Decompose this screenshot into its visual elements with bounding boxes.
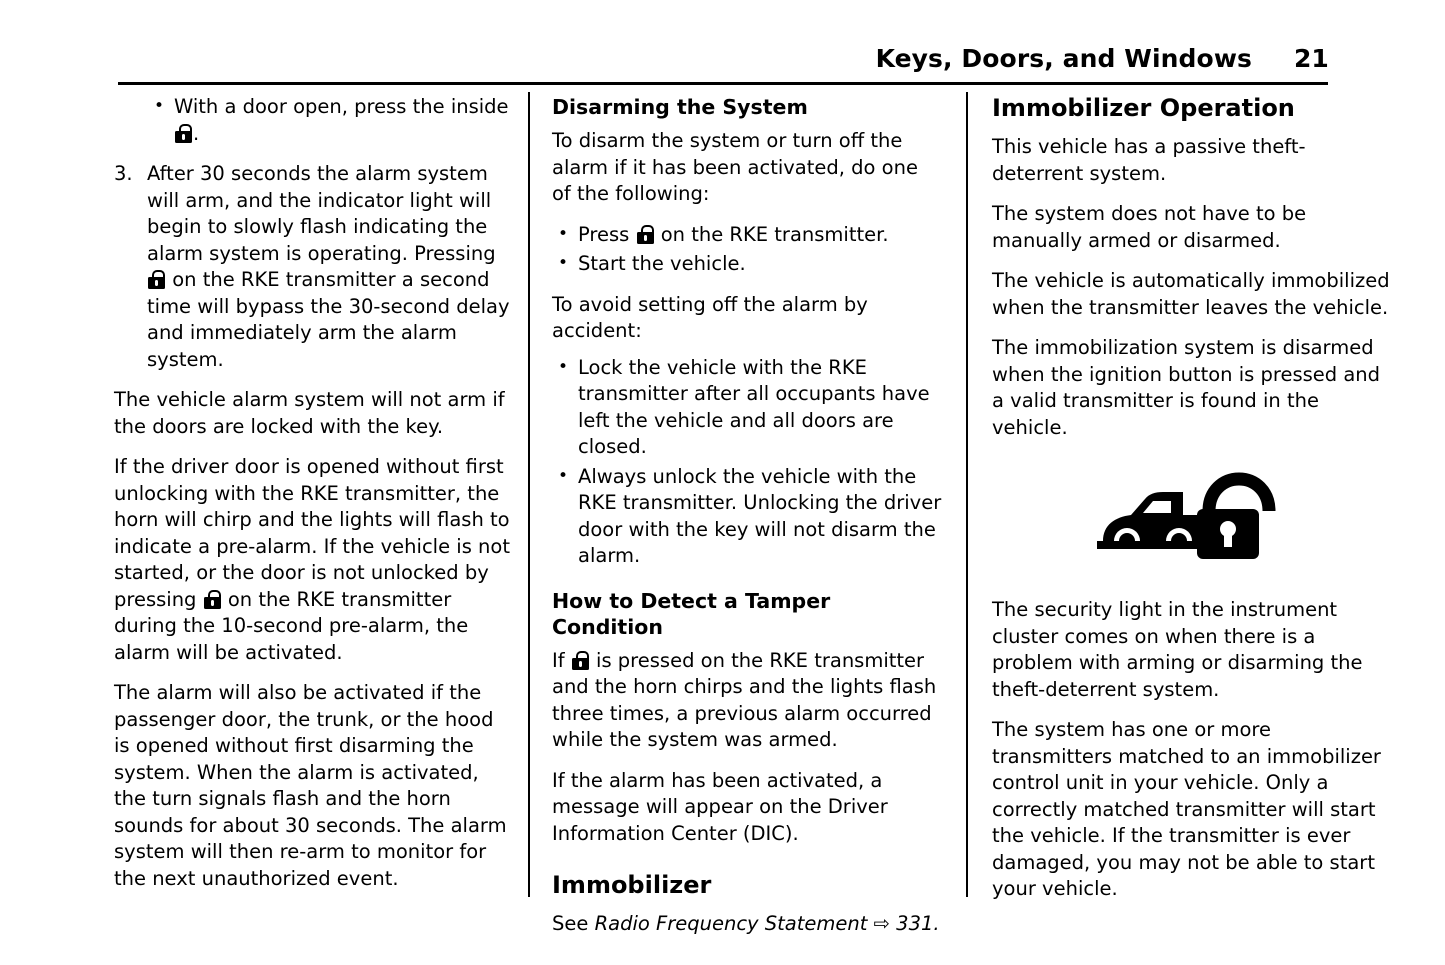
- bullet-text: With a door open, press the inside: [174, 95, 509, 118]
- list-item: [114, 161, 514, 373]
- bullet-text-b: on the RKE transmitter.: [660, 222, 889, 246]
- paragraph: The system has one or more transmitters matched to an immobilizer control unit in your vehicle. Only a correctly matched transmitter will start the vehicle. If the transmitter is ever damaged, you may not be able to start your vehicle.: [992, 718, 1381, 900]
- paragraph: The immobilization system is disarmed when the ignition button is pressed and a valid transmitter is found in the vehicle.: [992, 336, 1381, 439]
- page-number: 21: [1294, 44, 1329, 73]
- paragraph-text-b: is pressed on the RKE transmitter and the horn chirps and the lights flash three times, a previous alarm occurred while the system was armed.: [552, 648, 937, 751]
- lock-icon: [572, 651, 589, 670]
- see-label: See: [552, 912, 589, 935]
- column-divider-1: [528, 92, 530, 897]
- column-2: [552, 94, 942, 952]
- list-item: [552, 251, 942, 278]
- paragraph-text-a: If: [552, 648, 565, 672]
- immobilizer-car-lock-icon: [992, 471, 1392, 563]
- paragraph: To avoid setting off the alarm by accident:: [552, 292, 868, 342]
- cross-reference-title: Radio Frequency Statement: [594, 912, 868, 935]
- lock-icon: [637, 225, 654, 244]
- cross-reference-page: 331.: [896, 912, 940, 935]
- paragraph: The security light in the instrument cluster comes on when there is a problem with arming or disarming the theft-deterrent system.: [992, 598, 1363, 701]
- paragraph: The vehicle is automatically immobilized when the transmitter leaves the vehicle.: [992, 269, 1390, 319]
- column-1: [114, 94, 514, 906]
- paragraph: The vehicle alarm system will not arm if the doors are locked with the key.: [114, 388, 505, 438]
- bullet-list: [552, 222, 942, 278]
- page-header: [118, 44, 1328, 73]
- heading-how-to-detect-a-tamper-condition: How to Detect a Tamper Condition: [552, 588, 831, 639]
- list-item-text-a: After 30 seconds the alarm system will arm, and the indicator light will begin to slowly flash indicating the alarm system is operating. Pressing: [147, 162, 496, 265]
- heading-immobilizer-operation: Immobilizer Operation: [992, 94, 1295, 122]
- heading-disarming-the-system: Disarming the System: [552, 95, 808, 119]
- paragraph: [552, 648, 942, 754]
- paragraph: The alarm will also be activated if the passenger door, the trunk, or the hood is opened without first disarming the system. When the alarm is activated, the turn signals flash and the horn sounds for about 30 seconds. The alarm system will then re-arm to monitor for the next unauthorized event.: [114, 681, 507, 890]
- bullet-text-suffix: .: [193, 121, 200, 145]
- list-item-number: 3.: [114, 162, 133, 185]
- lock-icon: [204, 590, 221, 609]
- page-title: Keys, Doors, and Windows: [875, 44, 1252, 73]
- paragraph: If the alarm has been activated, a message will appear on the Driver Information Center (DIC).: [552, 768, 888, 845]
- paragraph-text-b: on the RKE transmitter during the 10-second pre-alarm, the alarm will be activated.: [114, 587, 469, 664]
- list-item: [148, 94, 514, 147]
- paragraph: [114, 454, 514, 666]
- heading-immobilizer: Immobilizer: [552, 871, 712, 899]
- lock-icon: [148, 270, 165, 289]
- list-item: • Lock the vehicle with the RKE transmitter after all occupants have left the vehicle and all doors are closed.: [552, 355, 942, 461]
- paragraph: The system does not have to be manually armed or disarmed.: [992, 202, 1307, 252]
- bullet-text-a: Press: [578, 222, 630, 246]
- lock-icon: [175, 124, 192, 143]
- paragraph: This vehicle has a passive theft-deterrent system.: [992, 135, 1306, 185]
- paragraph-text-a: If the driver door is opened without first unlocking with the RKE transmitter, the horn will chirp and the lights will flash to indicate a pre-alarm. If the vehicle is not started, or the door is not unlocked by pressing: [114, 455, 510, 611]
- sub-bullet-group: [148, 94, 514, 147]
- bullet-text: Start the vehicle.: [578, 252, 746, 275]
- column-3: [992, 94, 1392, 917]
- header-divider: [118, 82, 1328, 85]
- list-item-text-b: on the RKE transmitter a second time will bypass the 30-second delay and immediately arm the alarm system.: [147, 268, 510, 371]
- list-item: [552, 222, 942, 249]
- numbered-list: [114, 161, 514, 373]
- list-item: • Always unlock the vehicle with the RKE transmitter. Unlocking the driver door with the key will not disarm the alarm.: [552, 464, 942, 570]
- paragraph: To disarm the system or turn off the alarm if it has been activated, do one of the following:: [552, 129, 918, 205]
- paragraph: [552, 911, 942, 938]
- column-divider-2: [966, 92, 968, 897]
- arrow-icon: ⇨: [873, 912, 890, 935]
- bullet-list: [148, 94, 514, 147]
- bullet-list: [552, 355, 942, 570]
